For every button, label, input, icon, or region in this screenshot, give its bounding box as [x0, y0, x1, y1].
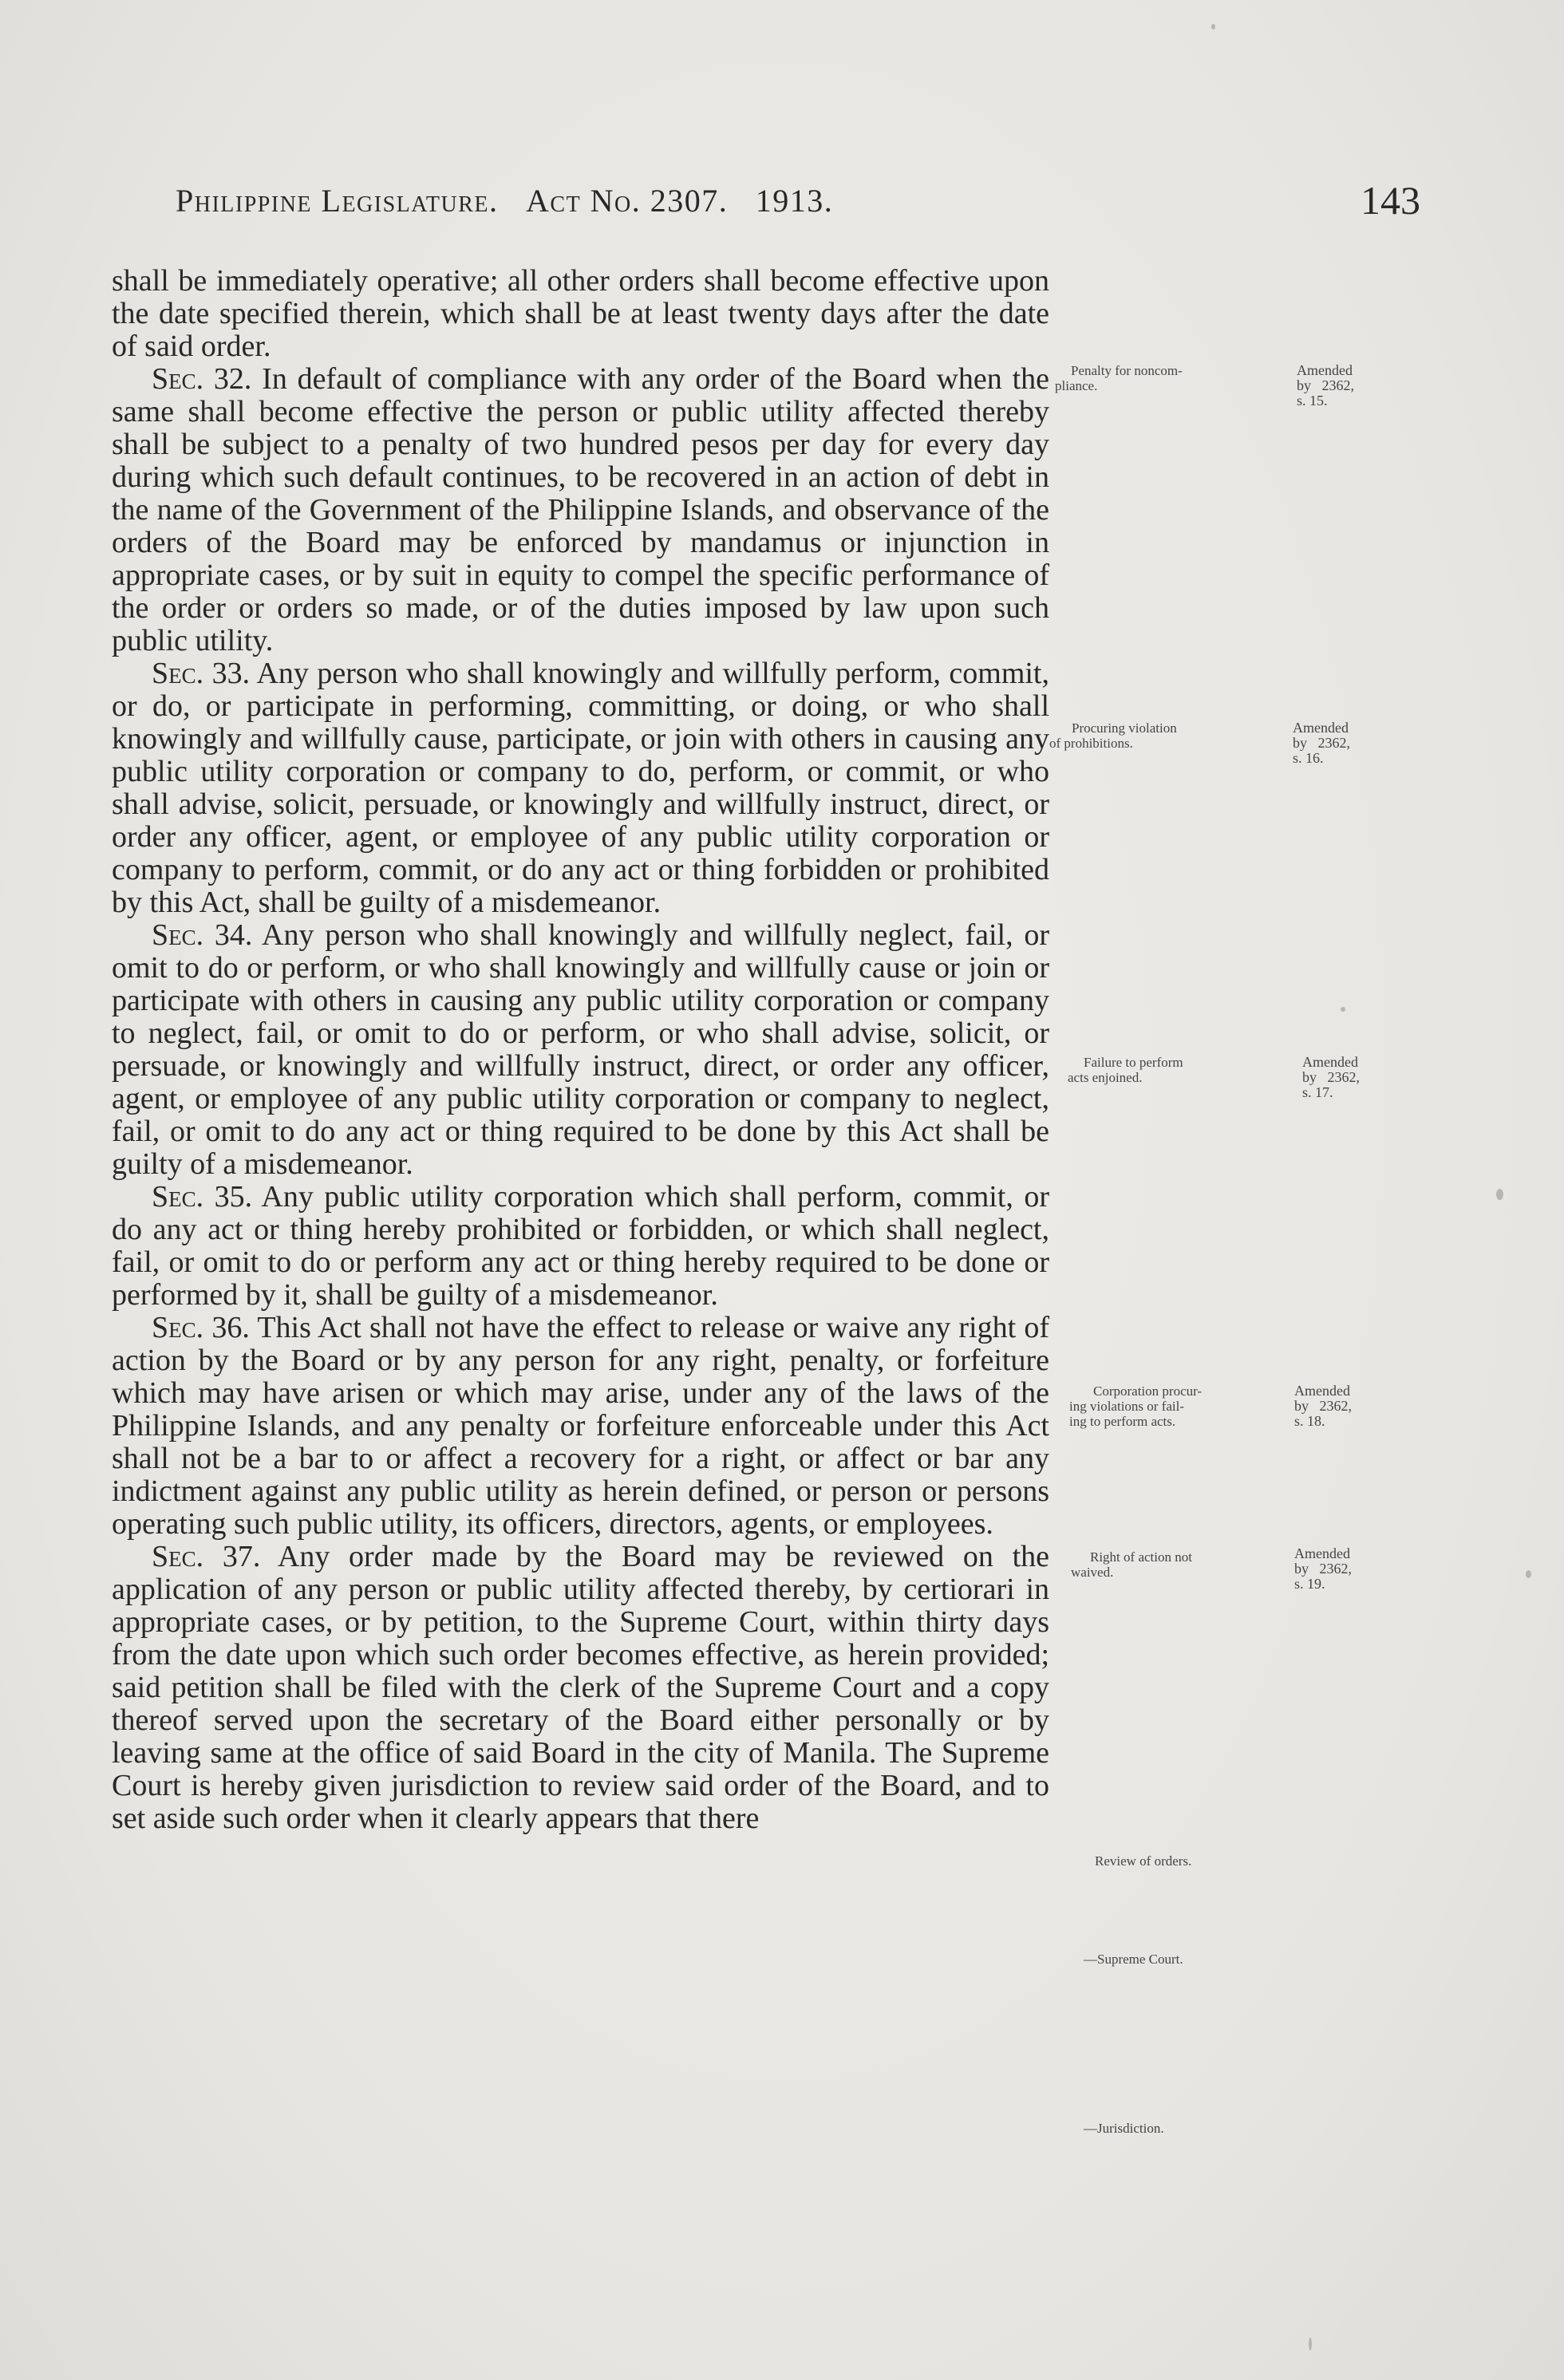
scan-speck	[1341, 1007, 1345, 1012]
margin-note-35	[1069, 1383, 1202, 1429]
margin-note-37-court: —Supreme Court.	[1084, 1952, 1183, 1967]
amendment-note-32: Amended by 2362, s. 15.	[1297, 362, 1354, 409]
section-label: Sec. 33.	[152, 657, 251, 690]
body-text	[112, 265, 1049, 1835]
margin-note-line: Failure to perform	[1084, 1055, 1183, 1070]
margin-note-line: ing violations or fail-	[1069, 1399, 1185, 1414]
section-text: In default of compliance with any order of the Board when the same shall become effective the person or public utility affected thereby shall be subject to a penalty of two hundred pesos per day for every day during which such default continues, to be recovered in an action of debt in the name of the Government of the Philippine Islands, and observance of the orders of the Board may be enforced by mandamus or injunction in appropriate cases, or by suit in equity to compel the specific performance of the order or orders so made, or of the duties imposed by law upon such public utility.	[112, 362, 1049, 657]
margin-note-line: waived.	[1071, 1565, 1114, 1580]
scan-speck	[1309, 2338, 1312, 2350]
margin-note-line: Penalty for noncom-	[1071, 363, 1183, 378]
margin-note-line: of prohibitions.	[1049, 736, 1133, 751]
margin-note-line: pliance.	[1055, 378, 1098, 393]
section-37	[112, 1541, 1049, 1835]
amendment-note-35: Amended by 2362, s. 18.	[1294, 1383, 1352, 1429]
section-text: Any person who shall knowingly and willfully perform, commit, or do, or participate in performing, committing, or doing, or who shall knowingly and willfully cause, participate, or join with others in causing any public utility corporation or company to do, perform, or commit, or who shall advise, solicit, persuade, or knowingly and willfully instruct, direct, or order any officer, agent, or employee of any public utility corporation or company to perform, commit, or do any act or thing forbidden or prohibited by this Act, shall be guilty of a misdemeanor.	[112, 657, 1049, 919]
section-32	[112, 363, 1049, 657]
section-34	[112, 919, 1049, 1181]
section-label: Sec. 32.	[152, 362, 252, 396]
margin-note-line: Corporation procur-	[1093, 1383, 1203, 1399]
section-text: Any person who shall knowingly and willfully neglect, fail, or omit to do or perform, or who shall knowingly and willfully cause or join or participate with others in causing any public utility corporation or company to neglect, fail, or omit to do or perform, or who shall advise, solicit, or persuade, or knowingly and willfully instruct, direct, or order any officer, agent, or employee of any public utility corporation or company to neglect, fail, or omit to do any act or thing required to be done by this Act shall be guilty of a misdemeanor.	[112, 918, 1050, 1181]
running-head-year: 1913.	[755, 183, 834, 219]
section-label: Sec. 36.	[152, 1311, 250, 1344]
margin-note-32	[1055, 363, 1183, 393]
section-label: Sec. 37.	[152, 1540, 261, 1573]
amendment-note-34: Amended by 2362, s. 17.	[1302, 1054, 1360, 1100]
scan-speck	[1496, 1189, 1503, 1200]
scan-speck	[1211, 24, 1215, 30]
running-head	[176, 182, 833, 219]
margin-note-33	[1049, 720, 1177, 751]
amendment-note-36: Amended by 2362, s. 19.	[1294, 1545, 1352, 1592]
section-text: Any order made by the Board may be reviewed on the application of any person or public utility affected thereby, by certiorari in appropriate cases, or by petition, to the Supreme Court, within thirty days from the date upon which such order becomes effective, as herein provided; said petition shall be filed with the clerk of the Supreme Court and a copy thereof served upon the secretary of the Board either personally or by leaving same at the office of said Board in the city of Manila. The Supreme Court is hereby given jurisdiction to review said order of the Board, and to set aside such order when it clearly appears that there	[112, 1540, 1049, 1835]
margin-note-37-jurisdiction: —Jurisdiction.	[1084, 2121, 1164, 2136]
margin-note-37: Review of orders.	[1095, 1853, 1192, 1869]
running-head-act: Act No. 2307.	[526, 183, 729, 219]
margin-note-line: Right of action not	[1090, 1549, 1192, 1565]
section-label: Sec. 34.	[152, 918, 253, 952]
margin-note-line: ing to perform acts.	[1069, 1414, 1176, 1429]
margin-note-line: Procuring violation	[1072, 720, 1177, 736]
margin-note-36	[1071, 1549, 1192, 1580]
section-text: Any public utility corporation which shall perform, commit, or do any act or thing hereby prohibited or forbidden, or which shall neglect, fail, or omit to do or perform any act or thing hereby required to be done or performed by it, shall be guilty of a misdemeanor.	[112, 1180, 1050, 1312]
running-head-title: Philippine Legislature.	[176, 183, 499, 219]
margin-note-line: acts enjoined.	[1068, 1070, 1143, 1085]
section-36	[112, 1312, 1049, 1541]
section-label: Sec. 35.	[152, 1180, 253, 1214]
page-header	[176, 178, 1420, 230]
paragraph-continuation: shall be immediately operative; all other orders shall become effective upon the date specified therein, which shall be at least twenty days after the date of said order.	[112, 264, 1049, 363]
scan-speck	[1526, 1570, 1531, 1578]
section-35	[112, 1181, 1049, 1312]
section-text: This Act shall not have the effect to release or waive any right of action by the Board or by any person for any right, penalty, or forfeiture which may have arisen or which may arise, under any of the laws of the Philippine Islands, and any penalty or forfeiture enforceable under this Act shall not be a bar to or affect a recovery for a right, or affect or bar any indictment against any public utility as herein defined, or person or persons operating such public utility, its officers, directors, agents, or employees.	[112, 1311, 1049, 1541]
margin-note-34	[1068, 1055, 1183, 1085]
page-number: 143	[1361, 178, 1420, 223]
amendment-note-33: Amended by 2362, s. 16.	[1293, 720, 1350, 766]
section-33	[112, 657, 1049, 919]
